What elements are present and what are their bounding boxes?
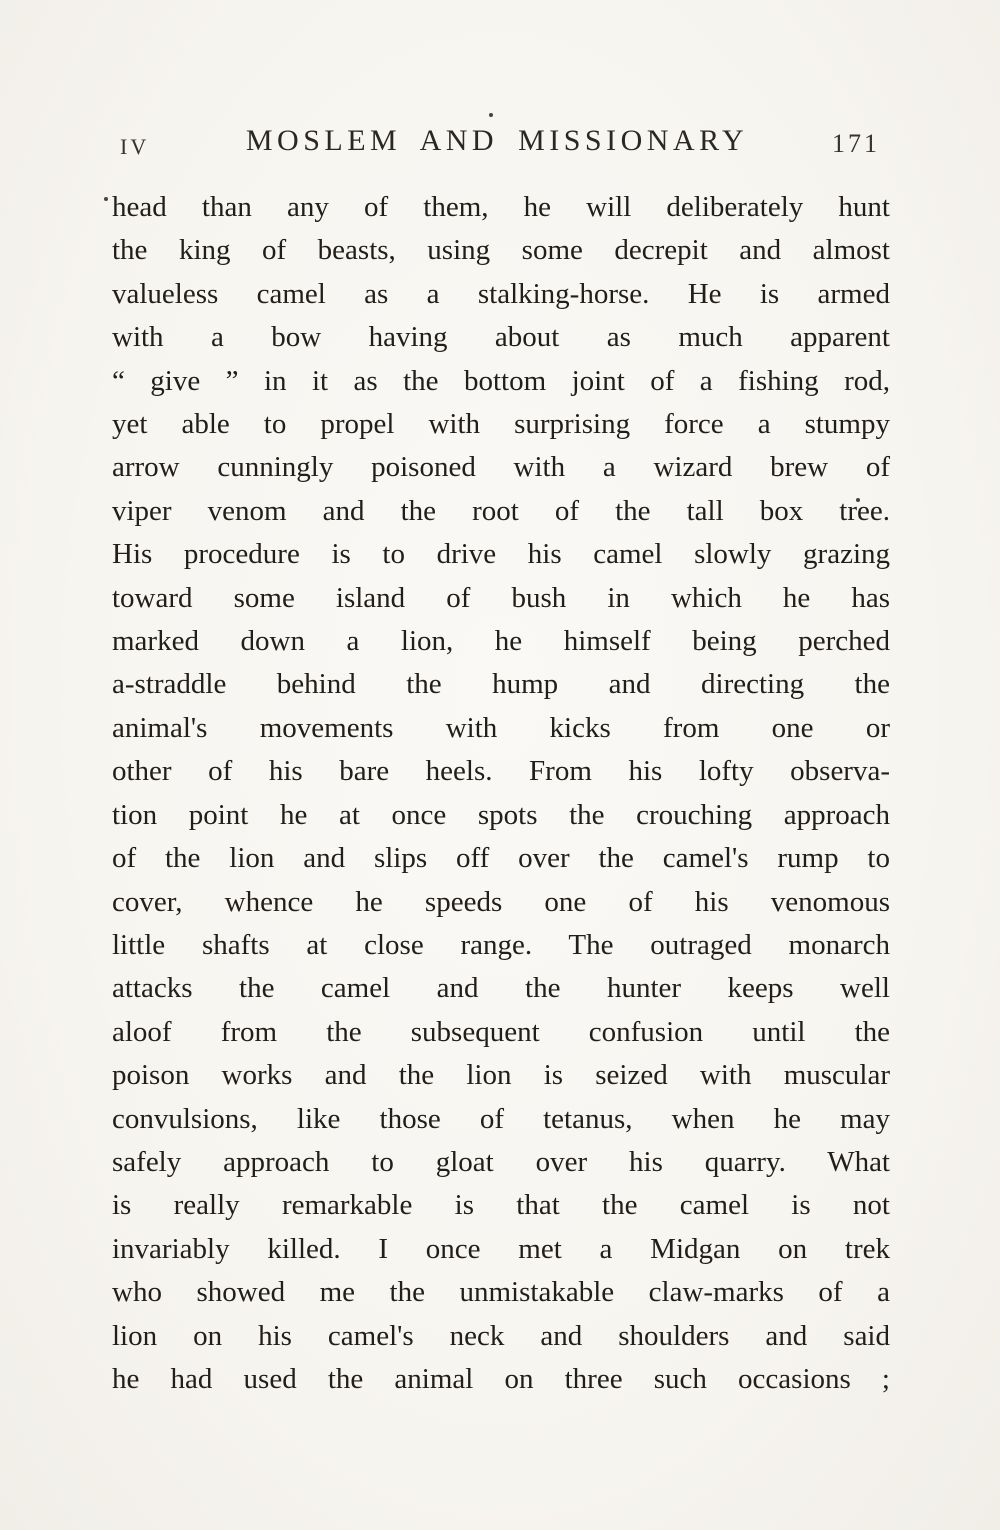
text-line: arrow cunningly poisoned with a wizard brew of	[112, 451, 890, 484]
text-line: a-straddle behind the hump and directing the	[112, 668, 890, 701]
running-title: MOSLEM AND MISSIONARY	[245, 124, 749, 157]
body-text	[112, 186, 890, 1401]
page-number: 171	[832, 129, 880, 158]
scan-artifact-dot	[104, 197, 108, 201]
text-line: animal's movements with kicks from one or	[112, 711, 890, 744]
text-line: “ give ” in it as the bottom joint of a fishing rod,	[112, 364, 890, 397]
text-line: His procedure is to drive his camel slowly grazing	[112, 538, 890, 571]
text-line: poison works and the lion is seized with muscular	[112, 1059, 890, 1092]
scan-artifact-dot	[489, 113, 493, 117]
text-line: valueless camel as a stalking-horse. He is armed	[112, 277, 890, 310]
text-line: aloof from the subsequent confusion until the	[112, 1015, 890, 1048]
text-line: convulsions, like those of tetanus, when he may	[112, 1102, 890, 1135]
running-header	[112, 124, 882, 168]
text-line: head than any of them, he will deliberately hunt	[112, 191, 890, 223]
text-line: is really remarkable is that the camel is not	[112, 1189, 890, 1222]
text-line: toward some island of bush in which he has	[112, 581, 890, 614]
text-line: cover, whence he speeds one of his venomous	[112, 885, 890, 918]
text-line: invariably killed. I once met a Midgan on trek	[112, 1232, 890, 1265]
text-line: the king of beasts, using some decrepit and almost	[112, 234, 890, 267]
text-line: marked down a lion, he himself being perched	[112, 625, 890, 658]
text-line: safely approach to gloat over his quarry. What	[112, 1145, 890, 1178]
text-line: tion point he at once spots the crouching approach	[112, 798, 890, 831]
text-line: lion on his camel's neck and shoulders and said	[112, 1319, 890, 1352]
text-line: yet able to propel with surprising force a stumpy	[112, 408, 890, 441]
text-line: he had used the animal on three such occasions ;	[112, 1362, 890, 1395]
text-line: with a bow having about as much apparent	[112, 321, 890, 354]
text-line: attacks the camel and the hunter keeps well	[112, 972, 890, 1005]
text-line: who showed me the unmistakable claw-marks of a	[112, 1276, 890, 1309]
text-line: little shafts at close range. The outraged monarch	[112, 928, 890, 961]
text-line: viper venom and the root of the tall box tree.	[112, 494, 890, 527]
text-line: other of his bare heels. From his lofty observa-	[112, 755, 890, 788]
chapter-number: IV	[120, 134, 150, 159]
text-line: of the lion and slips off over the camel's rump to	[112, 842, 890, 875]
